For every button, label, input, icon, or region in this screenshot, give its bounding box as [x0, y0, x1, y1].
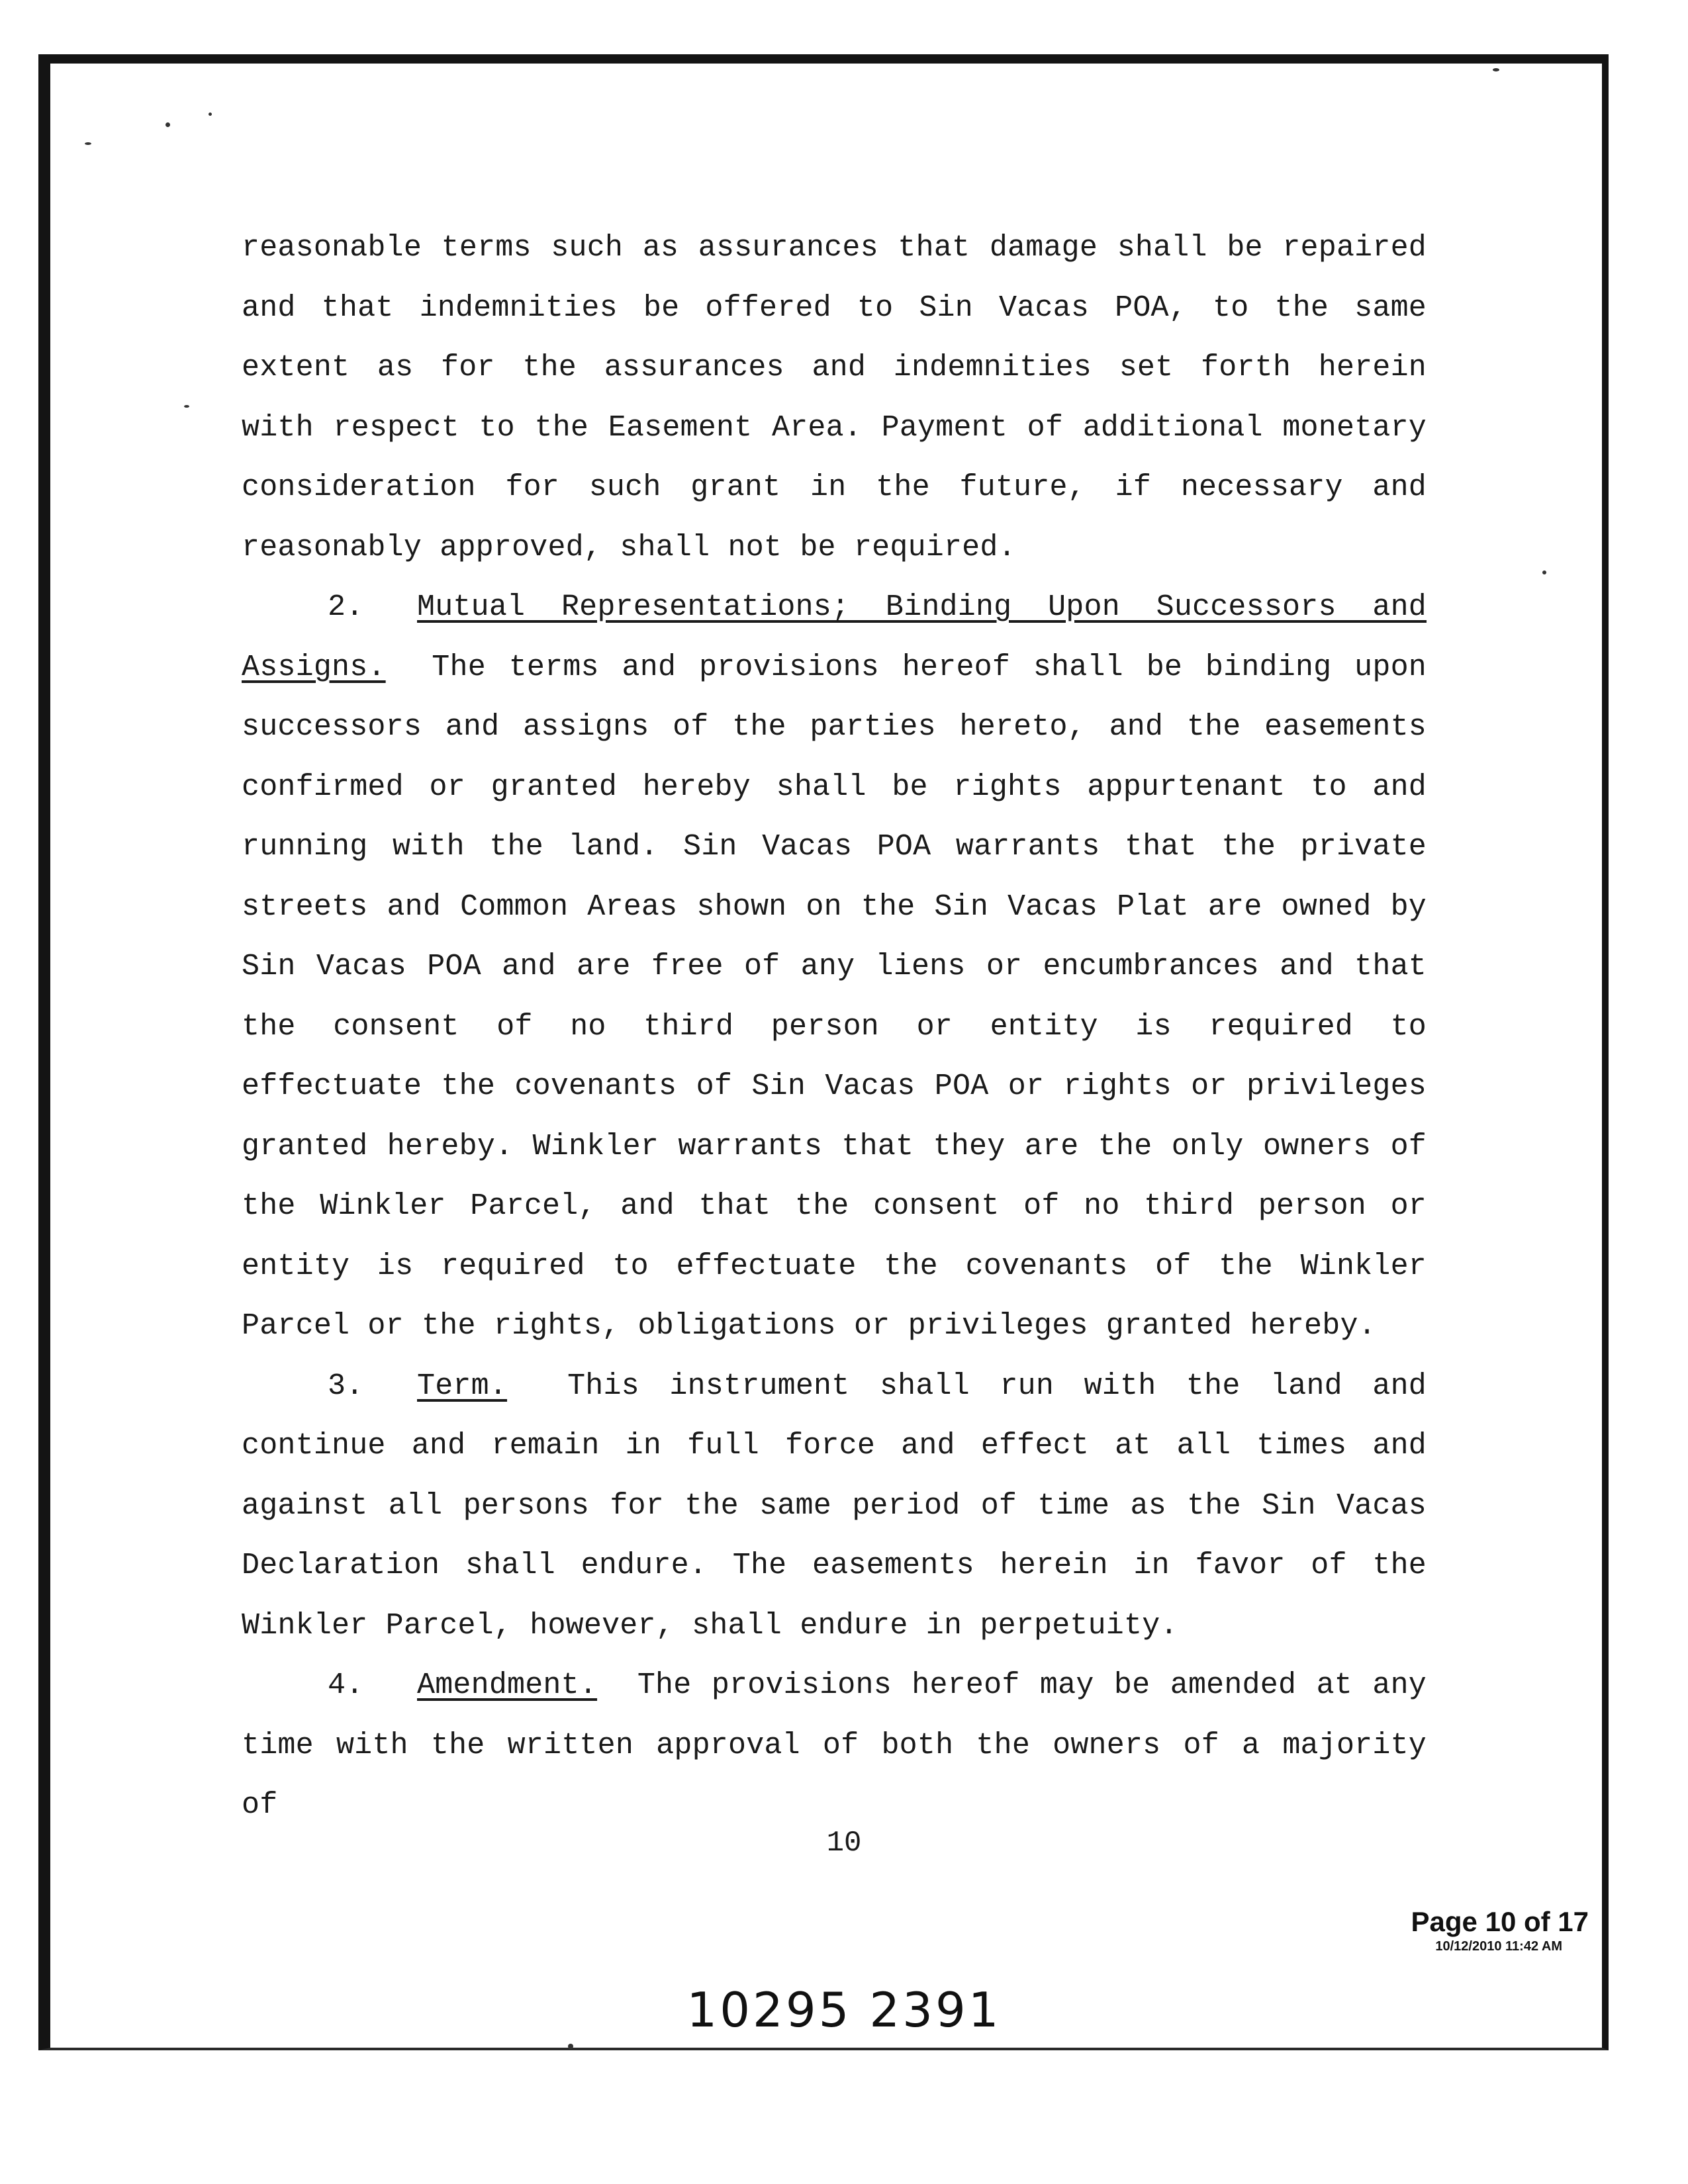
- recording-page-stamp: Page 10 of 17: [1411, 1906, 1589, 1937]
- paragraph-text: reasonable terms such as assurances that damage shall be repaired and that indemnities be offered to Sin Vacas POA, to the same extent as for the assurances and indemnities set forth herein with respect to the Easement Area. Payment of additional monetary consideration for such grant in the future, if necessary and reasonably approved, shall not be required.: [242, 231, 1427, 565]
- section-text: This instrument shall run with the land and continue and remain in full force and effect at all times and against all persons for the same period of time as the Sin Vacas Declaration shall endure. The easements herein in favor of the Winkler Parcel, however, shall endure in perpetuity.: [242, 1369, 1427, 1643]
- section-4: [242, 1656, 1427, 1836]
- scan-speck: [209, 113, 212, 116]
- page-number: 10: [826, 1827, 862, 1860]
- section-number: 2.: [328, 590, 364, 624]
- section-heading: Mutual Representations; Binding Upon Successors and Assigns.: [242, 590, 1427, 684]
- scan-speck: [568, 2044, 573, 2049]
- section-3: [242, 1357, 1427, 1657]
- section-heading: Term.: [417, 1369, 508, 1403]
- section-heading: Amendment.: [417, 1668, 598, 1702]
- scan-speck: [1542, 570, 1546, 574]
- scan-speck: [165, 122, 170, 127]
- scan-speck: [184, 405, 189, 408]
- book-page-number: 10295 2391: [686, 1982, 1002, 2038]
- paragraph-continuation: [242, 218, 1427, 578]
- scan-speck: [85, 142, 91, 145]
- section-2: [242, 578, 1427, 1357]
- document-body: [242, 218, 1427, 1836]
- section-text: The provisions hereof may be amended at any time with the written approval of both the owners of a majority of: [242, 1668, 1427, 1822]
- scan-speck: [1493, 68, 1499, 71]
- section-text: The terms and provisions hereof shall be binding upon successors and assigns of the parties hereto, and the easements confirmed or granted hereby shall be rights appurtenant to and running with the land. Sin Vacas POA warrants that the private streets and Common Areas shown on the Sin Vacas Plat are owned by Sin Vacas POA and are free of any liens or encumbrances and that the consent of no third person or entity is required to effectuate the covenants of Sin Vacas POA or rights or privileges granted hereby. Winkler warrants that they are the only owners of the Winkler Parcel, and that the consent of no third person or entity is required to effectuate the covenants of the Winkler Parcel or the rights, obligations or privileges granted hereby.: [242, 650, 1427, 1343]
- recording-datetime-stamp: 10/12/2010 11:42 AM: [1435, 1939, 1562, 1954]
- section-number: 3.: [328, 1369, 364, 1403]
- section-number: 4.: [328, 1668, 364, 1702]
